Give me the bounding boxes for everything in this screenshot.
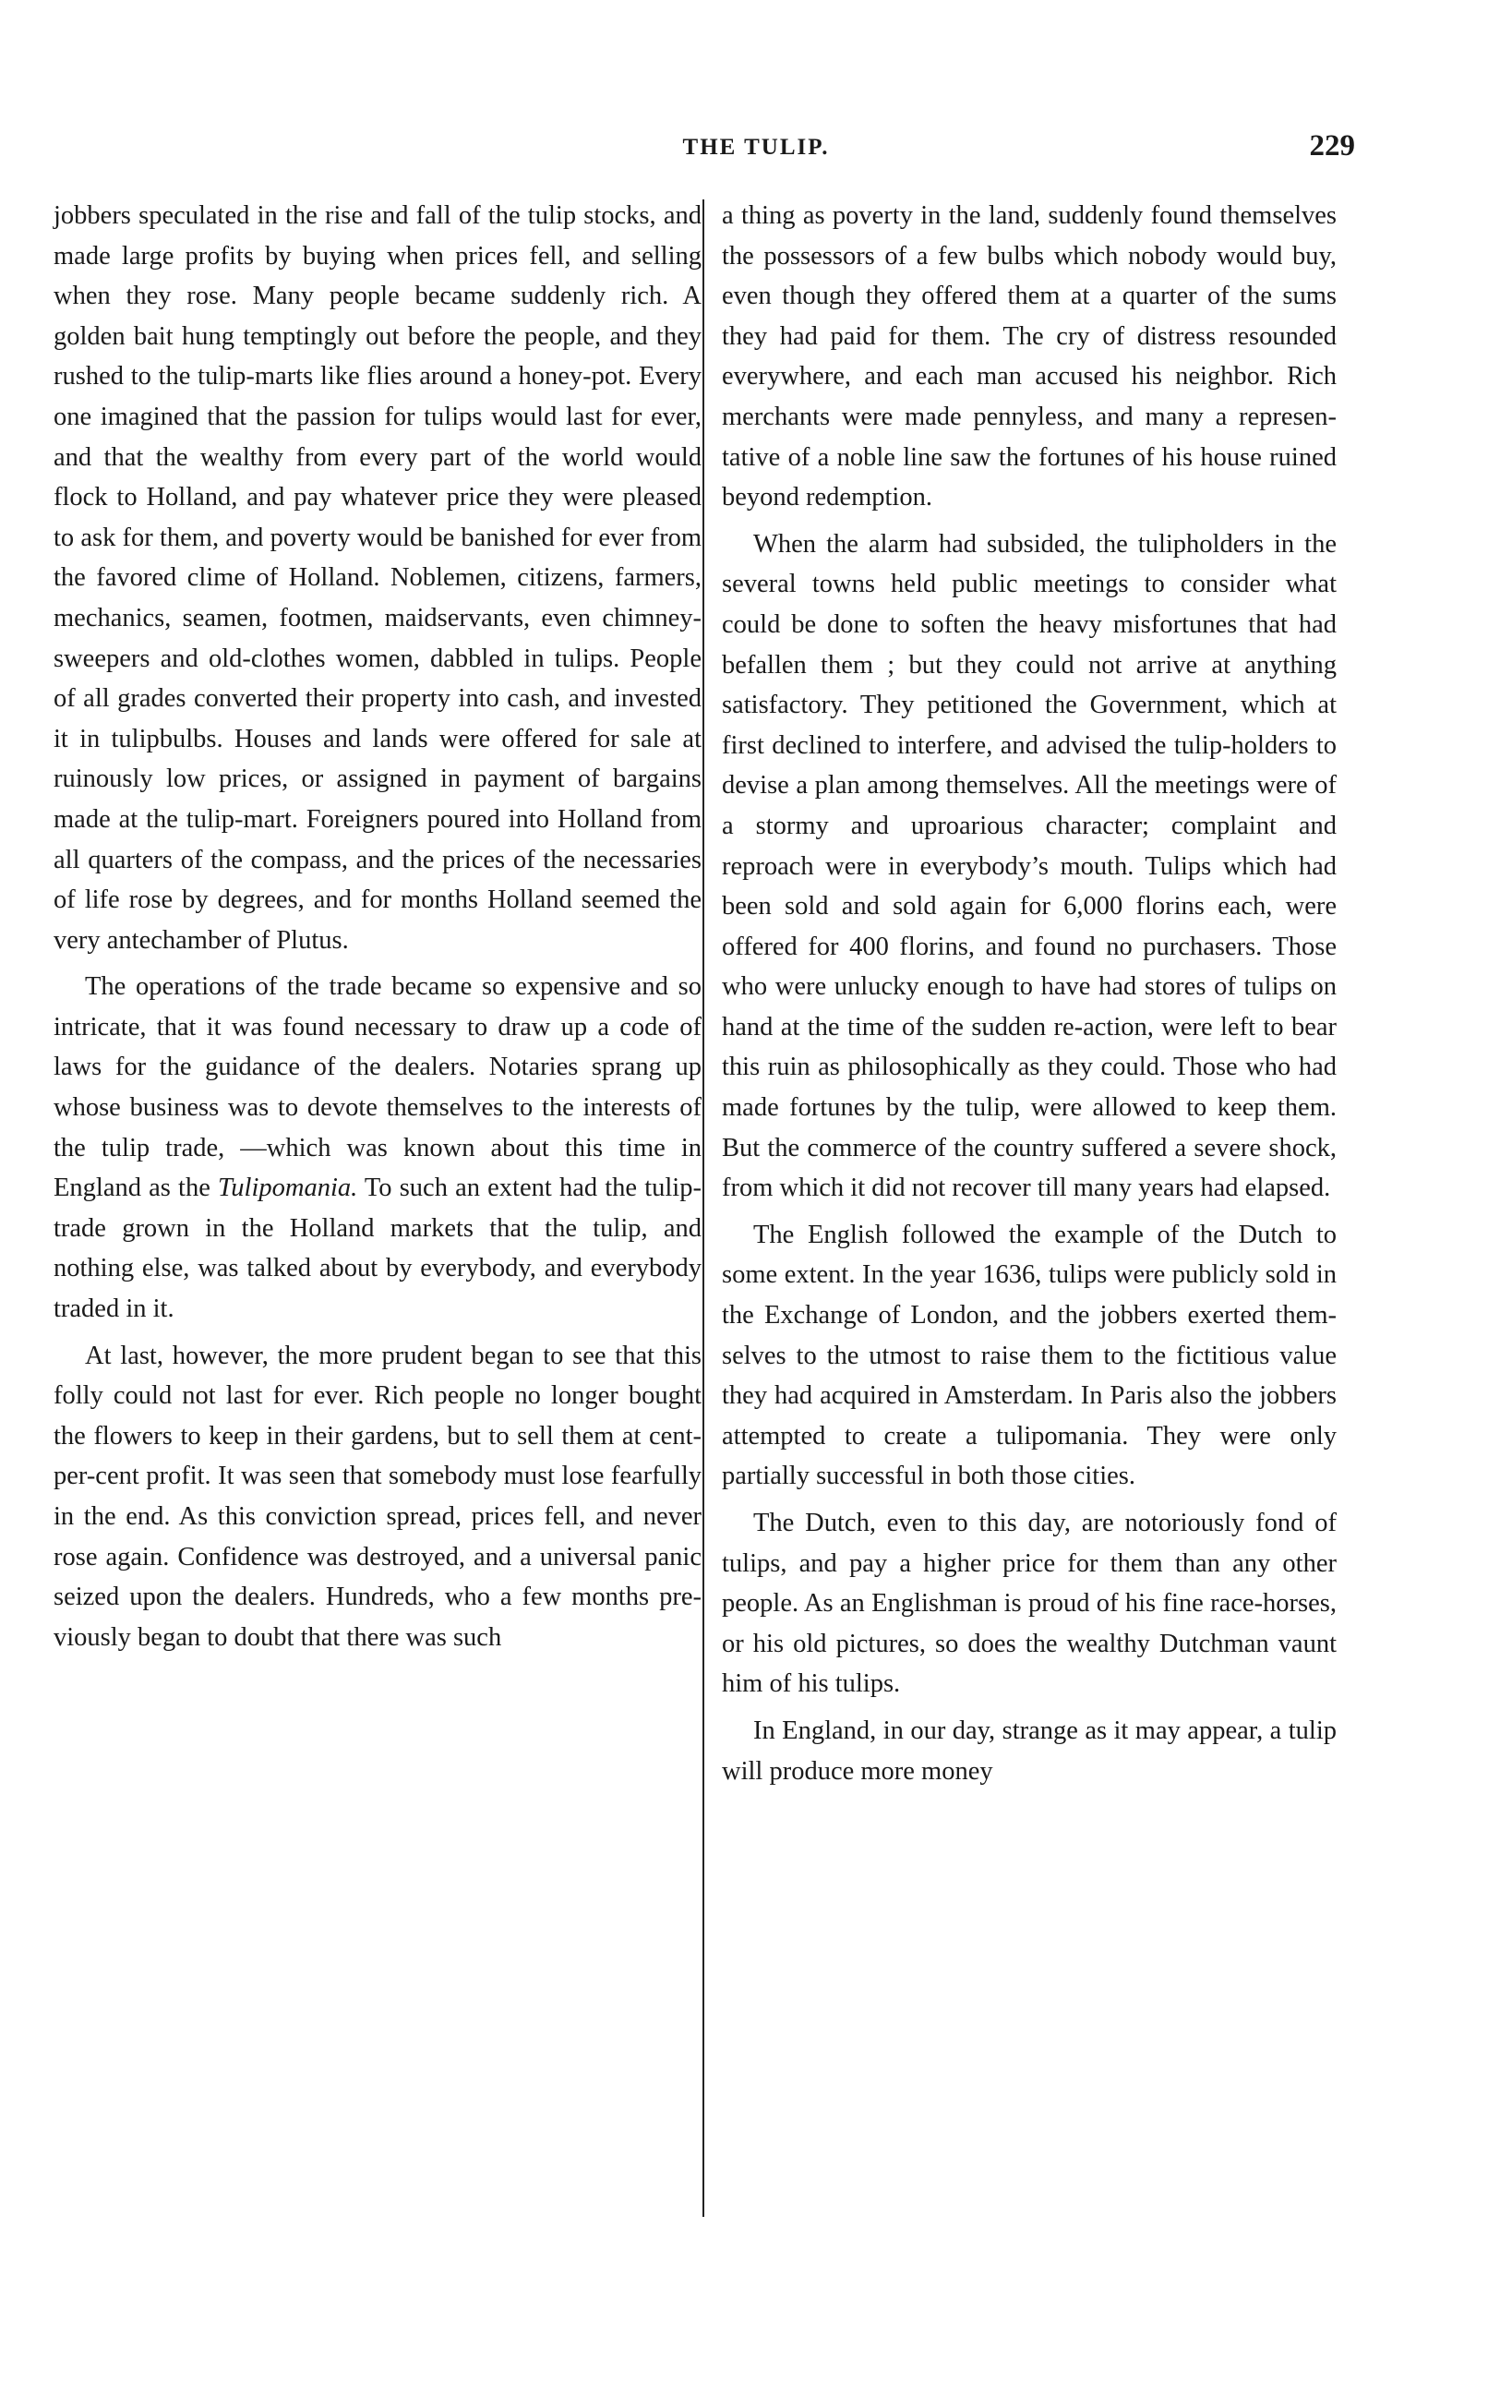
paragraph: In England, in our day, strange as it may appear, a tulip will produce more money — [722, 1716, 1337, 1786]
paragraph: a thing as poverty in the land, suddenly found themselves the possessors of a few bulbs which nobody would buy, even though they offered them at a quarter of the sums they had paid for them. The cry of distress resounded everywhere, and each man accused his neighbor. Rich merchants were made pennyless, and many a representative of a noble line saw the fortunes of his house ruined beyond redemption. — [722, 201, 1337, 512]
paragraph — [54, 967, 702, 1329]
paragraph: When the alarm had subsided, the tulipholders in the several towns held public meetings to consider what could be done to soften the heavy misfortunes that had befallen them ; but they could not arrive at anything satisfactory. They petitioned the Government, which at first declined to interfere, and advised the tulip-holders to devise a plan among themselves. All the meetings were of a stormy and uproarious character; complaint and reproach were in everybody’s mouth. Tulips which had been sold and sold again for 6,000 florins each, were offered for 400 florins, and found no purchasers. Those who were unlucky enough to have had stores of tulips on hand at the time of the sudden re-action, were left to bear this ruin as philosophically as they could. Those who had made fortunes by the tulip, were allowed to keep them. But the commerce of the country suffered a severe shock, from which it did not recover till many years had elapsed. — [722, 529, 1337, 1203]
left-column — [54, 196, 702, 1657]
running-title: THE TULIP. — [682, 135, 830, 160]
paragraph: The English followed the example of the Dutch to some extent. In the year 1636, tulips were publicly sold in the Exchange of London, and the jobbers exerted themselves to the utmost to raise them to the fictitious value they had acquired in Amsterdam. In Paris also the jobbers attempted to create a tulipomania. They were only partially successful in both those cities. — [722, 1220, 1337, 1491]
column-divider — [702, 199, 704, 2217]
paragraph: At last, however, the more prudent began to see that this folly could not last for ever. Rich people no longer bought the flowers to keep in their gardens, but to sell them at cent-per-cent profit. It was seen that somebody must lose fearfully in the end. As this conviction spread, prices fell, and never rose again. Confidence was destroyed, and a universal panic seized upon the dealers. Hundreds, who a few months previously began to doubt that there was such — [54, 1341, 702, 1652]
italic-term: Tulipomania. — [218, 1174, 358, 1203]
page-number: 229 — [1309, 129, 1355, 163]
paragraph: jobbers speculated in the rise and fall of the tulip stocks, and made large profits by buying when prices fell, and selling when they rose. Many people became suddenly rich. A golden bait hung temptingly out before the people, and they rushed to the tulip-marts like flies around a honey-pot. Every one imagined that the passion for tulips would last for ever, and that the wealthy from every part of the world would flock to Holland, and pay whatever price they were pleased to ask for them, and poverty would be banished for ever from the favored clime of Holland. Noblemen, citizens, farmers, mechanics, seamen, footmen, maidservants, even chimney-sweepers and old-clothes women, dabbled in tulips. People of all grades converted their property into cash, and invested it in tulipbulbs. Houses and lands were offered for sale at ruinously low prices, or assigned in payment of bargains made at the tulip-mart. Foreigners poured into Holland from all quarters of the compass, and the prices of the necessaries of life rose by degrees, and for months Holland seemed the very antechamber of Plutus. — [54, 201, 702, 955]
paragraph-text: To such an extent had the tulip-trade grown in the Holland markets that the tulip, and nothing else, was talked about by everybody, and everybody traded in it. — [54, 1174, 702, 1324]
paragraph: The Dutch, even to this day, are notoriously fond of tulips, and pay a higher price for them than any other people. As an Englishman is proud of his fine race-horses, or his old pictures, so does the wealthy Dutchman vaunt him of his tulips. — [722, 1509, 1337, 1699]
paragraph-text: The operations of the trade became so expensive and so intricate, that it was found necessary to draw up a code of laws for the guidance of the dealers. Notaries sprang up whose business was to devote themselves to the interests of the tulip trade, —which was known about this time in England as the — [54, 972, 702, 1203]
page-header — [0, 129, 1512, 175]
right-column — [722, 196, 1337, 1791]
